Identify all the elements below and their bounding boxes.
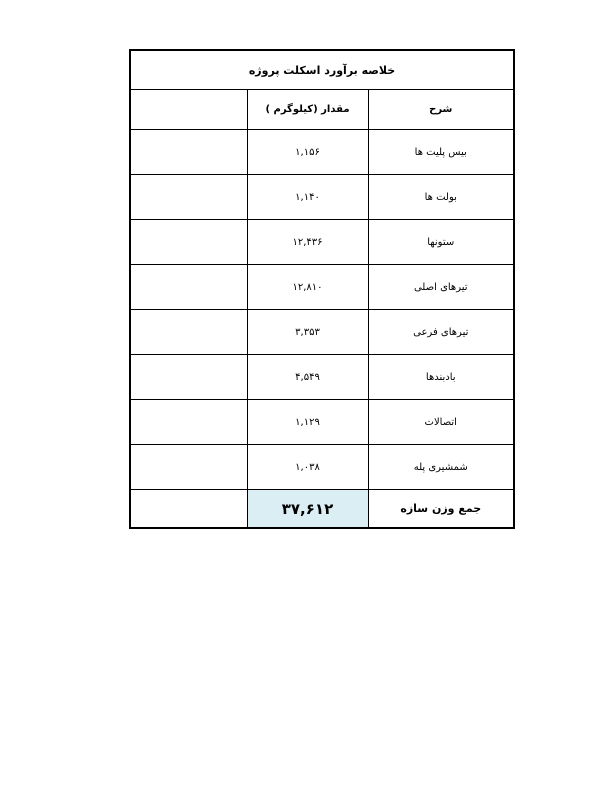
table-row [131, 400, 513, 445]
row-quantity: ۱۲,۴۳۶ [247, 220, 368, 265]
header-row [131, 90, 513, 130]
row-description: بادبندها [368, 355, 513, 400]
estimate-summary-table [129, 49, 515, 529]
total-row [131, 490, 513, 528]
row-empty-cell [131, 265, 247, 310]
row-quantity: ۱,۱۲۹ [247, 400, 368, 445]
row-empty-cell [131, 310, 247, 355]
row-description: تیرهای فرعی [368, 310, 513, 355]
row-description: بیس پلیت ها [368, 130, 513, 175]
table-row [131, 130, 513, 175]
row-description: تیرهای اصلی [368, 265, 513, 310]
row-quantity: ۱,۰۳۸ [247, 445, 368, 490]
header-empty [131, 90, 247, 130]
row-quantity: ۴,۵۴۹ [247, 355, 368, 400]
table-title: خلاصه برآورد اسکلت پروژه [131, 51, 513, 90]
row-description: شمشیری پله [368, 445, 513, 490]
row-empty-cell [131, 175, 247, 220]
header-quantity: مقدار (کیلوگرم ) [247, 90, 368, 130]
table-row [131, 265, 513, 310]
table-row [131, 220, 513, 265]
table-row [131, 175, 513, 220]
row-empty-cell [131, 130, 247, 175]
row-empty-cell [131, 220, 247, 265]
row-quantity: ۱,۱۴۰ [247, 175, 368, 220]
row-description: اتصالات [368, 400, 513, 445]
total-value: ۳۷,۶۱۲ [247, 490, 368, 528]
header-description: شرح [368, 90, 513, 130]
row-quantity: ۳,۳۵۳ [247, 310, 368, 355]
total-label: جمع وزن سازه [368, 490, 513, 528]
row-empty-cell [131, 355, 247, 400]
row-empty-cell [131, 400, 247, 445]
row-quantity: ۱,۱۵۶ [247, 130, 368, 175]
table-row [131, 355, 513, 400]
total-empty-cell [131, 490, 247, 528]
row-empty-cell [131, 445, 247, 490]
table-row [131, 445, 513, 490]
row-description: بولت ها [368, 175, 513, 220]
row-description: ستونها [368, 220, 513, 265]
row-quantity: ۱۲,۸۱۰ [247, 265, 368, 310]
estimate-grid [131, 90, 513, 527]
table-row [131, 310, 513, 355]
